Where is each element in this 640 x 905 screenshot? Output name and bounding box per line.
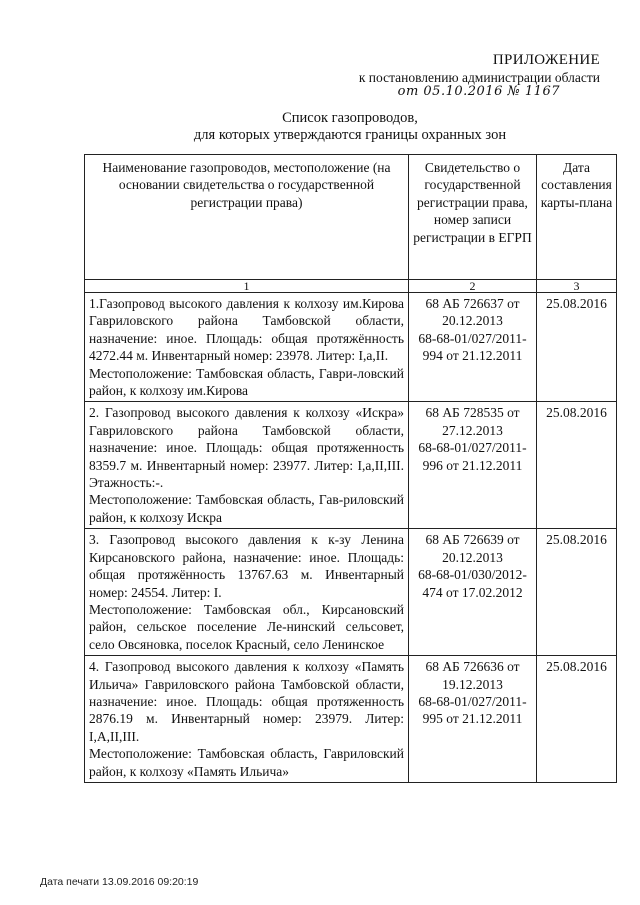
certificate-cell [409,529,537,656]
certificate-number: 68 АБ 726637 от 20.12.2013 [425,296,520,329]
table-row [85,402,617,529]
appendix-title: ПРИЛОЖЕНИЕ [492,52,600,68]
table-row [85,293,617,402]
pipeline-location: Местоположение: Тамбовская обл., Кирсановский район, сельское поселение Ле-нинский сельсовет, село Овсяновка, поселок Красный, село Ленинское [89,601,404,652]
registration-record: 68-68-01/027/2011-995 от 21.12.2011 [418,693,527,727]
pipeline-location: Местоположение: Тамбовская область, Гавриловский район, к колхозу «Память Ильича» [89,746,404,779]
header-name: Наименование газопроводов, местоположение (на основании свидетельства о государственной регистрации права) [85,155,409,280]
list-title [150,110,550,144]
pipeline-name: 1.Газопровод высокого давления к колхозу им.Кирова Гавриловского района Тамбовской области, назначение: иное. Площадь: общая протяжённость 4272.44 м. Инвентарный номер: 23978. Литер: I,а,II. [89,296,404,364]
column-number: 1 [85,280,409,293]
certificate-cell [409,293,537,402]
certificate-number: 68 АБ 726636 от 19.12.2013 [425,659,520,692]
pipeline-cell [85,293,409,402]
registration-record: 68-68-01/030/2012-474 от 17.02.2012 [418,567,527,600]
map-date: 25.08.2016 [537,402,617,529]
pipeline-location: Местоположение: Тамбовская область, Гав-риловский район, к колхозу Искра [89,492,404,525]
registration-record: 68-68-01/027/2011-996 от 21.12.2011 [418,440,527,473]
certificate-cell [409,656,537,783]
header-date: Дата составления карты-плана [537,155,617,280]
appendix-block [300,52,600,99]
list-title-line-1: Список газопроводов, [282,110,418,126]
pipeline-location: Местоположение: Тамбовская область, Гаври-ловский район, к колхозу им.Кирова [89,365,404,399]
header-certificate: Свидетельство о государственной регистрации права, номер записи регистрации в ЕГРП [409,155,537,280]
registration-record: 68-68-01/027/2011-994 от 21.12.2011 [418,330,527,364]
certificate-number: 68 АБ 726639 от 20.12.2013 [425,532,520,565]
pipeline-name: 4. Газопровод высокого давления к колхозу «Память Ильича» Гавриловского района Тамбовской области, назначение: иное. Площадь: общая протяженность 2876.19 м. Инвентарный номер: 23979. Литер: I,А,II,III. [89,659,404,744]
pipeline-name: 3. Газопровод высокого давления к к-зу Ленина Кирсановского района, назначение: иное. Площадь: общая протяжённость 13767.63 м. Инвентарный номер: 24554. Литер: I. [89,532,404,600]
certificate-number: 68 АБ 728535 от 27.12.2013 [425,405,520,438]
map-date: 25.08.2016 [537,293,617,402]
table-header-row [85,155,617,280]
table-row [85,529,617,656]
print-date: Дата печати 13.09.2016 09:20:19 [40,876,199,888]
column-number: 2 [409,280,537,293]
gas-pipelines-table [84,154,617,783]
column-number: 3 [537,280,617,293]
pipeline-cell [85,529,409,656]
handwritten-date-number: от 05.10.2016 № 1167 [397,84,560,99]
map-date: 25.08.2016 [537,529,617,656]
list-title-line-2: для которых утверждаются границы охранных зон [193,127,507,143]
table-row [85,656,617,783]
appendix-subtitle: к постановлению администрации области [358,70,600,85]
map-date: 25.08.2016 [537,656,617,783]
column-number-row [85,280,617,293]
certificate-cell [409,402,537,529]
pipeline-cell [85,656,409,783]
pipeline-name: 2. Газопровод высокого давления к колхозу «Искра» Гавриловского района Тамбовской области, назначение: иное. Площадь: общая протяженность 8359.7 м. Инвентарный номер: 23977. Литер: I,а,II,III. Этажность:-. [89,405,404,491]
pipeline-cell [85,402,409,529]
